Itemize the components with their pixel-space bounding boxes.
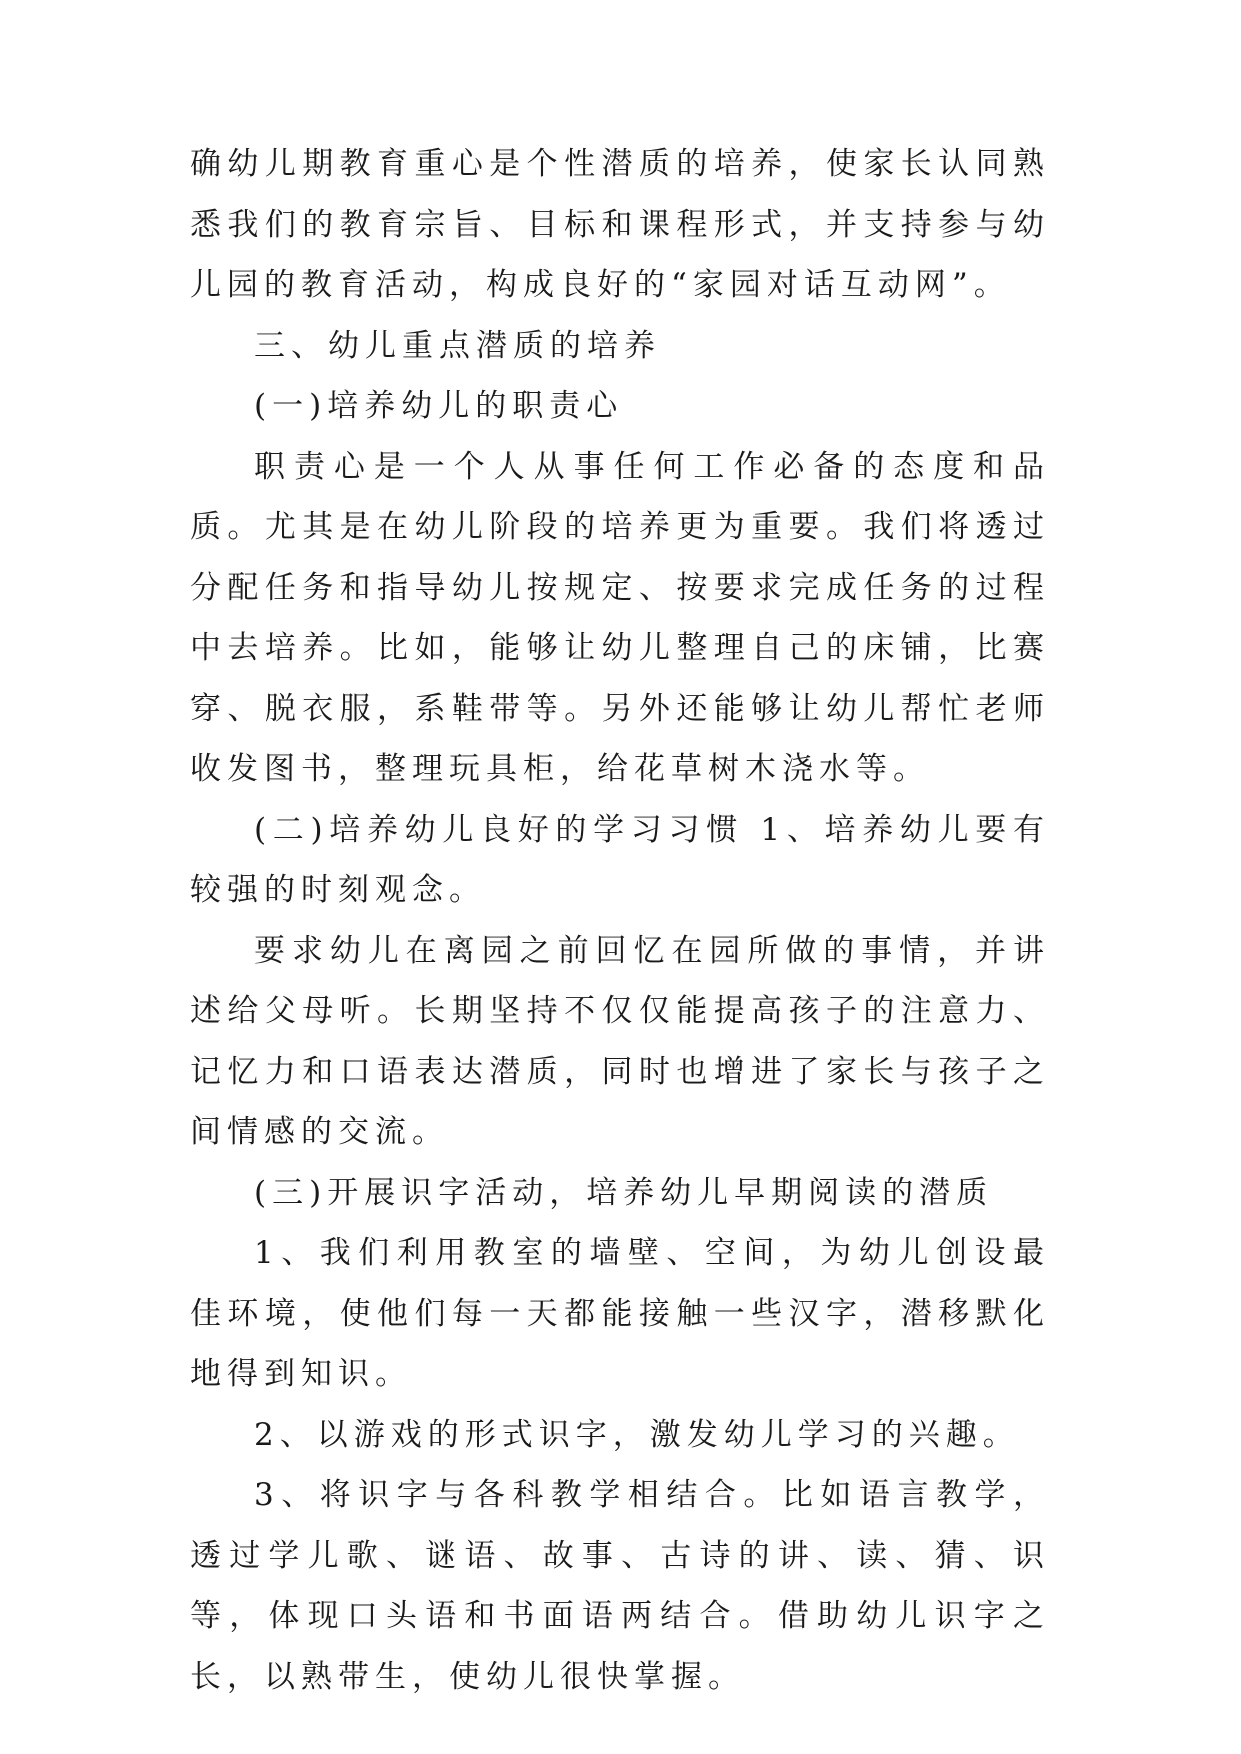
- paragraph-review: 要求幼儿在离园之前回忆在园所做的事情，并讲述给父母听。长期坚持不仅仅能提高孩子的注意力、记忆力和口语表达潜质，同时也增进了家长与孩子之间情感的交流。: [190, 932, 1050, 1150]
- subheading-1: (一)培养幼儿的职责心: [254, 388, 624, 424]
- paragraph-responsibility: 职责心是一个人从事任何工作必备的态度和品质。尤其是在幼儿阶段的培养更为重要。我们将透过分配任务和指导幼儿按规定、按要求完成任务的过程中去培养。比如，能够让幼儿整理自己的床铺，比赛穿、脱衣服，系鞋带等。另外还能够让幼儿帮忙老师收发图书，整理玩具柜，给花草树木浇水等。: [190, 448, 1050, 787]
- list-item-1: 1、我们利用教室的墙壁、空间，为幼儿创设最佳环境，使他们每一天都能接触一些汉字，潜移默化地得到知识。: [190, 1235, 1050, 1392]
- document-body: [190, 134, 1050, 1707]
- paragraph-continuation: 确幼儿期教育重心是个性潜质的培养，使家长认同熟悉我们的教育宗旨、目标和课程形式，并支持参与幼儿园的教育活动，构成良好的“家园对话互动网”。: [190, 146, 1050, 303]
- list-item-3: 3、将识字与各科教学相结合。比如语言教学，透过学儿歌、谜语、故事、古诗的讲、读、猜、识等，体现口头语和书面语两结合。借助幼儿识字之长，以熟带生，使幼儿很快掌握。: [190, 1477, 1050, 1695]
- list-item-2: 2、以游戏的形式识字，激发幼儿学习的兴趣。: [254, 1416, 1020, 1453]
- section-heading-3: 三、幼儿重点潜质的培养: [254, 327, 661, 364]
- subheading-2: (二)培养幼儿良好的学习习惯 1、培养幼儿要有较强的时刻观念。: [190, 811, 1050, 908]
- subheading-3: (三)开展识字活动，培养幼儿早期阅读的潜质: [254, 1174, 994, 1211]
